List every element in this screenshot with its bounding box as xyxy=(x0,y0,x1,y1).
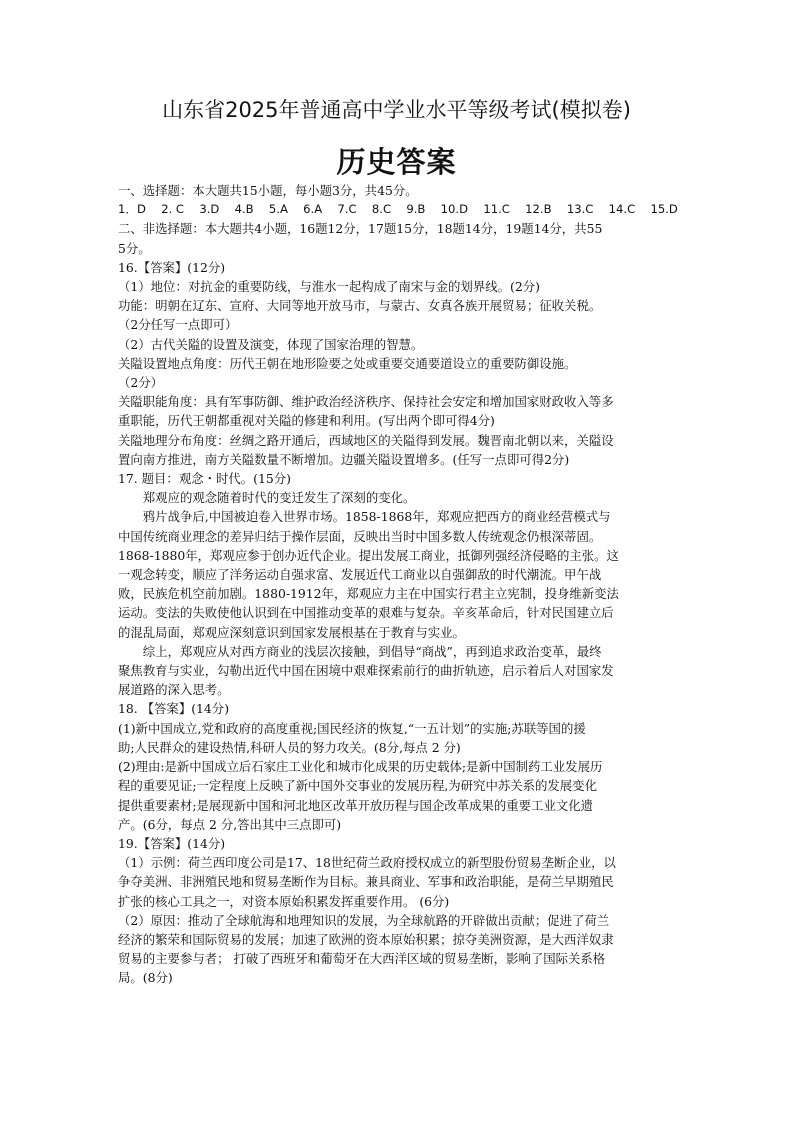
choice-answer: 7.C xyxy=(337,202,357,217)
q19-line: 贸易的主要参与者； 打破了西班牙和葡萄牙在大西洋区域的贸易垄断，影响了国际关系格 xyxy=(118,951,606,967)
q17-para1-line: 中国传统商业理念的差异归结于操作层面，反映出当时中国多数人传统观念仍根深蒂固。 xyxy=(118,528,602,544)
choice-answer: 15.D xyxy=(650,202,678,217)
q17-thesis: 郑观应的观念随着时代的变迁发生了深刻的变化。 xyxy=(142,490,416,506)
choice-answer: 9.B xyxy=(406,202,426,217)
q18-line: 提供重要素材;是展现新中国和河北地区改革开放历程与国企改革成果的重要工业文化遗 xyxy=(118,797,594,813)
q17-para1-line: 运动。变法的失败使他认识到在中国推动变革的艰难与复杂。辛亥革命后，针对民国建立后 xyxy=(118,605,614,621)
q18-line: (2)理由:是新中国成立后石家庄工业化和城市化成果的历史载体;是新中国制药工业发展历 xyxy=(118,759,603,775)
section1-heading: 一、选择题：本大题共15小题，每小题3分，共45分。 xyxy=(118,183,418,198)
q16-line: （2分） xyxy=(118,375,164,391)
choice-answer: 14.C xyxy=(608,202,636,217)
q17-para1-line: 一观念转变，顺应了洋务运动自强求富、发展近代工商业以自强御敌的时代潮流。甲午战 xyxy=(118,567,602,583)
choice-answer: 4.B xyxy=(234,202,254,217)
choice-answer: 2. C xyxy=(161,202,185,217)
choice-answer: 11.C xyxy=(483,202,510,217)
q17-para1-line: 鸦片战争后,中国被迫卷入世界市场。1858-1868年，郑观应把西方的商业经营模式与 xyxy=(142,509,611,525)
q19-line: （2）原因：推动了全球航海和地理知识的发展，为全球航路的开辟做出贡献；促进了荷兰 xyxy=(118,912,610,928)
q18-title: 18. 【答案】(14分) xyxy=(118,701,230,717)
exam-title: 山东省2025年普通高中学业水平等级考试(模拟卷) xyxy=(162,98,631,122)
q17-para2-line: 展道路的深入思考。 xyxy=(118,682,230,698)
section2-heading-cont: 5分。 xyxy=(118,240,151,256)
q18-line: (1)新中国成立,党和政府的高度重视;国民经济的恢复,“一五计划”的实施;苏联等国的援 xyxy=(118,720,586,736)
q16-line: 关隘地理分布角度：丝绸之路开通后，西域地区的关隘得到发展。魏晋南北朝以来，关隘设 xyxy=(118,432,614,448)
q19-line: （1）示例：荷兰西印度公司是17、18世纪荷兰政府授权成立的新型股份贸易垄断企业，以 xyxy=(118,855,616,871)
choice-answer-row xyxy=(118,200,678,219)
q16-title: 16.【答案】(12分) xyxy=(118,259,226,275)
q17-para1-line: 1868-1880年，郑观应参于创办近代企业。提出发展工商业，抵御列强经济侵略的主张。这 xyxy=(118,547,619,563)
choice-answer: 6.A xyxy=(303,202,323,217)
q19-line: 争夺美洲、非洲殖民地和贸易垄断作为目标。兼具商业、军事和政治职能，是荷兰早期殖民 xyxy=(118,874,614,890)
q16-line: （2分任写一点即可） xyxy=(118,317,238,333)
section2-heading: 二、非选择题：本大题共4小题，16题12分，17题15分，18题14分，19题14分，共55 xyxy=(118,221,603,237)
choice-answer: 13.C xyxy=(566,202,594,217)
q19-title: 19.【答案】(14分) xyxy=(118,835,226,851)
q16-line: 关隘职能角度：具有军事防御、维护政治经济秩序、保持社会安定和增加国家财政收入等多 xyxy=(118,394,614,410)
choice-answer: 8.C xyxy=(371,202,392,217)
q16-line: 重职能，历代王朝都重视对关隘的修建和利用。(写出两个即可得4分) xyxy=(118,413,495,429)
q17-para1-line: 的混乱局面，郑观应深刻意识到国家发展根基在于教育与实业。 xyxy=(118,624,465,640)
choice-answer: 3.D xyxy=(199,202,220,217)
q16-line: 关隘设置地点角度：历代王朝在地形险要之处或重要交通要道设立的重要防御设施。 xyxy=(118,355,577,371)
q19-line: 扩张的核心工具之一，对资本原始积累发挥重要作用。 (6分) xyxy=(118,893,450,909)
q16-line: （2）古代关隘的设置及演变，体现了国家治理的智慧。 xyxy=(118,336,424,352)
q18-line: 助;人民群众的建设热情,科研人员的努力攻关。(8分,每点 2 分) xyxy=(118,739,461,755)
q17-para2-line: 聚焦教育与实业，勾勒出近代中国在困境中艰难探索前行的曲折轨迹，启示着后人对国家发 xyxy=(118,663,614,679)
q16-line: 功能：明朝在辽东、宣府、大同等地开放马市，与蒙古、女真各族开展贸易；征收关税。 xyxy=(118,298,602,314)
q18-line: 产。(6分，每点 2 分,答出其中三点即可) xyxy=(118,816,342,832)
choice-answer: 1．D xyxy=(118,202,146,217)
q18-line: 程的重要见证;一定程度上反映了新中国外交事业的发展历程,为研究中苏关系的发展变化 xyxy=(118,778,597,794)
subject-title: 历史答案 xyxy=(336,145,457,179)
choice-answer: 10.D xyxy=(440,202,469,217)
q16-line: 置向南方推进，南方关隘数量不断增加。边疆关隘设置增多。(任写一点即可得2分) xyxy=(118,451,570,467)
q17-para1-line: 败，民族危机空前加剧。1880-1912年，郑观应力主在中国实行君主立宪制，投身维新变法 xyxy=(118,586,619,602)
q17-title: 17. 题目：观念・时代。(15分) xyxy=(118,471,291,487)
q19-line: 经济的繁荣和国际贸易的发展；加速了欧洲的资本原始积累；掠夺美洲资源，是大西洋奴隶 xyxy=(118,931,614,947)
answer-content xyxy=(118,181,678,988)
q17-para2-line: 综上，郑观应从对西方商业的浅层次接触，到倡导“商战”，再到追求政治变革，最终 xyxy=(142,643,602,659)
choice-answer: 12.B xyxy=(525,202,552,217)
q19-line: 局。(8分) xyxy=(118,970,173,986)
q16-line: （1）地位：对抗金的重要防线，与淮水一起构成了南宋与金的划界线。(2分) xyxy=(118,279,540,295)
choice-answer: 5.A xyxy=(268,202,288,217)
